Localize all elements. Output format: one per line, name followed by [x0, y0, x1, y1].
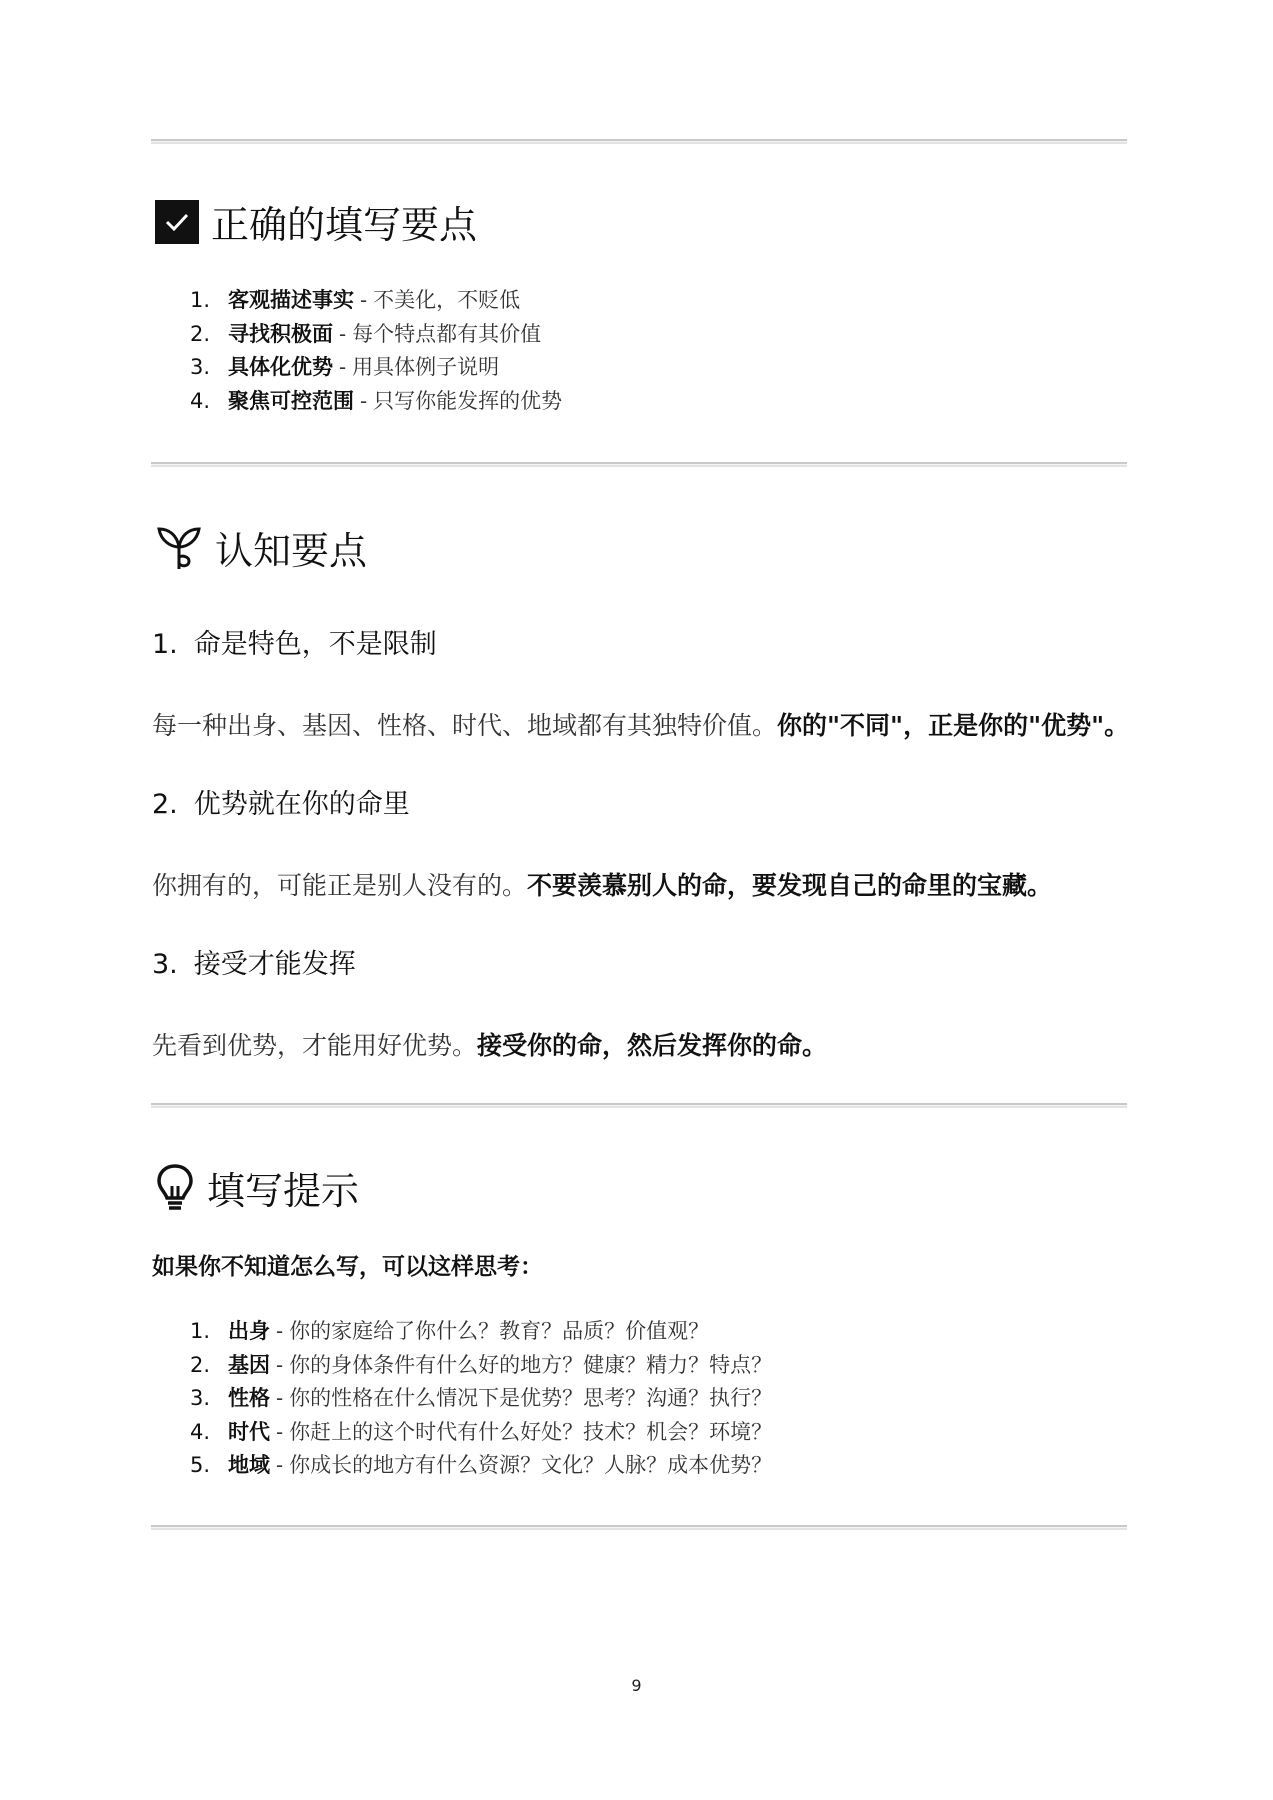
point-text: 先看到优势，才能用好优势。接受你的命，然后发挥你的命。: [152, 1031, 828, 1060]
list-item: 3. 具体化优势 - 用具体例子说明: [190, 355, 500, 379]
point-heading: 1. 命是特色，不是限制: [152, 629, 437, 660]
tips-lead: 如果你不知道怎么写，可以这样思考：: [152, 1254, 543, 1280]
section-title: 填写提示: [207, 1169, 360, 1213]
point-heading: 2. 优势就在你的命里: [152, 789, 410, 820]
divider: [151, 1103, 1127, 1108]
correct-points-list: [190, 284, 562, 418]
divider: [151, 1525, 1127, 1530]
section-title: 认知要点: [215, 529, 368, 573]
sprout-icon: [155, 523, 203, 573]
point-text: 每一种出身、基因、性格、时代、地域都有其独特价值。你的"不同"，正是你的"优势"。: [152, 711, 1130, 740]
section-heading-correct: [155, 194, 477, 249]
list-item: 2. 基因 - 你的身体条件有什么好的地方？健康？精力？特点？: [190, 1352, 773, 1377]
list-item: 5. 地域 - 你成长的地方有什么资源？文化？人脉？成本优势？: [190, 1453, 773, 1477]
tips-list: [190, 1315, 772, 1483]
section-heading-tips: [155, 1160, 359, 1215]
section-heading-cognition: [155, 520, 367, 575]
list-item: 1. 客观描述事实 - 不美化，不贬低: [190, 288, 521, 312]
list-item: 3. 性格 - 你的性格在什么情况下是优势？思考？沟通？执行？: [190, 1386, 773, 1410]
lightbulb-icon: [155, 1162, 195, 1214]
list-item: 4. 聚焦可控范围 - 只写你能发挥的优势: [190, 388, 563, 413]
list-item: 2. 寻找积极面 - 每个特点都有其价值: [190, 321, 542, 346]
checkbox-icon: [155, 200, 199, 244]
list-item: 1. 出身 - 你的家庭给了你什么？教育？品质？价值观？: [190, 1319, 710, 1343]
point-text: 你拥有的，可能正是别人没有的。不要羡慕别人的命，要发现自己的命里的宝藏。: [152, 871, 1053, 900]
page-number: 9: [631, 1676, 642, 1695]
divider: [151, 139, 1127, 144]
list-item: 4. 时代 - 你赶上的这个时代有什么好处？技术？机会？环境？: [190, 1419, 773, 1444]
point-heading: 3. 接受才能发挥: [152, 949, 356, 980]
section-title: 正确的填写要点: [211, 203, 478, 247]
divider: [151, 462, 1127, 467]
